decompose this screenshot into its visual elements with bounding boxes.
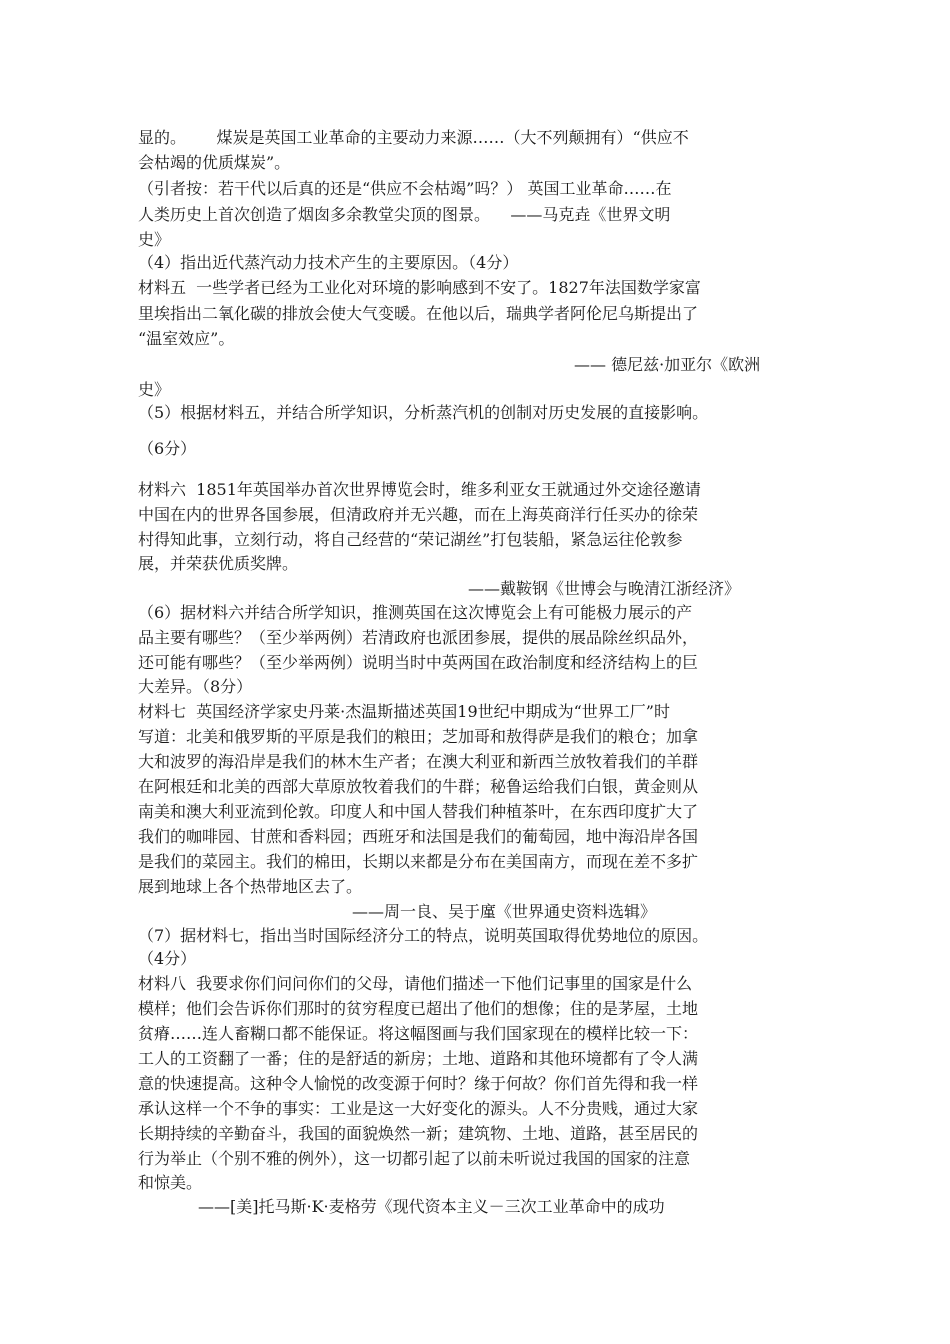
text-line: 行为举止（个别不雅的例外），这一切都引起了以前未听说过我国的国家的注意 [138,1149,691,1168]
text-line: 承认这样一个不争的事实：工业是这一大好变化的源头。人不分贵贱，通过大家 [138,1099,699,1118]
text-line: 史》 [138,230,171,249]
text-line: 写道：北美和俄罗斯的平原是我们的粮田；芝加哥和敖得萨是我们的粮仓；加拿 [138,727,699,746]
text-line: 在阿根廷和北美的西部大草原放牧着我们的牛群；秘鲁运给我们白银，黄金则从 [138,777,699,796]
text-line: 模样；他们会告诉你们那时的贫穷程度已超出了他们的想像；住的是茅屋，土地 [138,999,699,1018]
text-line: 贫瘠……连人畜糊口都不能保证。将这幅图画与我们国家现在的模样比较一下： [138,1024,699,1043]
text-line: 我们的咖啡园、甘蔗和香料园；西班牙和法国是我们的葡萄园，地中海沿岸各国 [138,827,699,846]
text-line: 展，并荣获优质奖牌。 [138,554,299,573]
material-5: 材料五 一些学者已经为工业化对环境的影响感到不安了。1827年法国数学家富 [138,278,701,297]
text-line: （引者按：若干代以后真的还是“供应不会枯竭”吗？） 英国工业革命……在 [138,179,672,198]
text-line: 会枯竭的优质煤炭”。 [138,153,291,172]
citation: ——周一良、吴于廑《世界通史资料选辑》 [352,902,657,921]
text-line: （6分） [138,439,197,458]
text-line: 显的。 煤炭是英国工业革命的主要动力来源……（大不列颠拥有）“供应不 [138,128,689,147]
citation: ——戴鞍钢《世博会与晚清江浙经济》 [468,579,741,598]
text-line: 品主要有哪些？（至少举两例）若清政府也派团参展，提供的展品除丝织品外， [138,628,699,647]
text-line: 人类历史上首次创造了烟囱多余教堂尖顶的图景。 ——马克垚《世界文明 [138,205,671,224]
citation: ——[美]托马斯·K·麦格劳《现代资本主义－三次工业革命中的成功 [198,1197,665,1216]
text-line: 村得知此事，立刻行动，将自己经营的“荣记湖丝”打包装船，紧急运往伦敦参 [138,530,683,549]
text-line: 史》 [138,380,171,399]
text-line: 大差异。（8分） [138,677,253,696]
text-line: “温室效应”。 [138,329,235,348]
text-line: 展到地球上各个热带地区去了。 [138,877,363,896]
text-line: 工人的工资翻了一番；住的是舒适的新房；土地、道路和其他环境都有了令人满 [138,1049,699,1068]
text-line: 中国在内的世界各国参展，但清政府并无兴趣，而在上海英商洋行任买办的徐荣 [138,505,699,524]
text-line: 长期持续的辛勤奋斗，我国的面貌焕然一新；建筑物、土地、道路，甚至居民的 [138,1124,699,1143]
text-line: 意的快速提高。这种令人愉悦的改变源于何时？缘于何故？你们首先得和我一样 [138,1074,699,1093]
text-line: 大和波罗的海沿岸是我们的林木生产者；在澳大利亚和新西兰放牧着我们的羊群 [138,752,699,771]
question-6: （6）据材料六并结合所学知识，推测英国在这次博览会上有可能极力展示的产 [138,603,693,622]
question-4: （4）指出近代蒸汽动力技术产生的主要原因。（4分） [138,253,519,272]
material-6: 材料六 1851年英国举办首次世界博览会时，维多利亚女王就通过外交途径邀请 [138,480,701,499]
question-7: （7）据材料七，指出当时国际经济分工的特点，说明英国取得优势地位的原因。 [138,926,709,945]
text-line: 南美和澳大利亚流到伦敦。印度人和中国人替我们种植茶叶，在东西印度扩大了 [138,802,699,821]
material-7: 材料七 英国经济学家史丹莱·杰温斯描述英国19世纪中期成为“世界工厂”时 [138,702,670,721]
citation: —— 德尼兹·加亚尔《欧洲 [574,355,761,374]
material-8: 材料八 我要求你们问问你们的父母，请他们描述一下他们记事里的国家是什么 [138,974,693,993]
text-line: 是我们的菜园主。我们的棉田，长期以来都是分布在美国南方，而现在差不多扩 [138,852,699,871]
text-line: 里埃指出二氧化碳的排放会使大气变暖。在他以后，瑞典学者阿伦尼乌斯提出了 [138,304,699,323]
question-5: （5）根据材料五，并结合所学知识，分析蒸汽机的创制对历史发展的直接影响。 [138,403,709,422]
text-line: 还可能有哪些？（至少举两例）说明当时中英两国在政治制度和经济结构上的巨 [138,653,699,672]
text-line: （4分） [138,949,197,968]
text-line: 和惊美。 [138,1173,203,1192]
